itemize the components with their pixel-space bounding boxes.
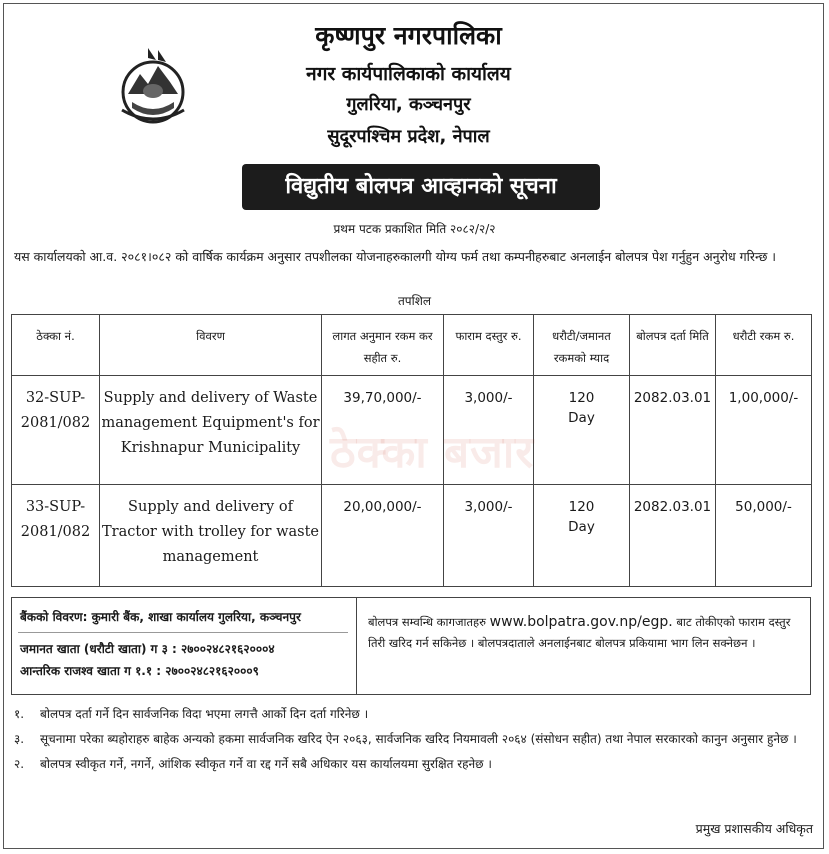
cell-contract: 32-SUP-2081/082	[12, 376, 100, 484]
header-description: विवरण	[100, 315, 322, 376]
cell-validity: 120 Day	[534, 376, 630, 484]
municipality-title: कृष्णपुर नगरपालिका	[315, 21, 502, 50]
cell-fee: 3,000/-	[444, 484, 534, 586]
condition-text: बोलपत्र दर्ता गर्ने दिन सार्वजनिक विदा भएमा लगत्तै आर्को दिन दर्ता गरिनेछ ।	[40, 707, 369, 721]
cell-deposit: 1,00,000/-	[716, 376, 812, 484]
cell-validity: 120 Day	[534, 484, 630, 586]
header-contract-no: ठेक्का नं.	[12, 315, 100, 376]
published-date: प्रथम पटक प्रकाशित मिति २०८२/२/२	[333, 222, 496, 236]
province-name: सुदूरपश्चिम प्रदेश, नेपाल	[327, 126, 490, 147]
bolpatra-link[interactable]: www.bolpatra.gov.np/egp.	[489, 614, 673, 630]
condition-text: बोलपत्र स्वीकृत गर्ने, नगर्ने, आंशिक स्वीकृत गर्ने वा रद्द गर्ने सबै अधिकार यस कार्यालयमा सुरक्षित रहनेछ ।	[40, 757, 492, 771]
doc-text-after: बाट तोकीएको फाराम दस्तुर तिरी खरिद गर्न सकिनेछ । बोलपत्रदाताले अनलाईनबाट बोलपत्र प्रकियामा भाग लिन सक्नेछन ।	[368, 615, 791, 650]
bank-details	[12, 598, 357, 694]
revenue-account: आन्तरिक राजश्व खाता ग १.१ : २७००२४८२१६२०००९	[20, 664, 259, 678]
header-estimated-cost: लागत अनुमान रकम कर सहीत रु.	[322, 315, 444, 376]
notice-heading: विद्युतीय बोलपत्र आव्हानको सूचना	[242, 164, 600, 210]
condition-number: २.	[14, 757, 25, 771]
cell-cost: 39,70,000/-	[322, 376, 444, 484]
list-item	[14, 729, 814, 750]
cell-fee: 3,000/-	[444, 376, 534, 484]
header-deposit: धरौटी रकम रु.	[716, 315, 812, 376]
list-item	[14, 704, 814, 725]
cell-description: Supply and delivery of Waste management Equipment's for Krishnapur Municipality	[100, 376, 322, 484]
cell-description: Supply and delivery of Tractor with trolley for waste management	[100, 484, 322, 586]
header-registration-date: बोलपत्र दर्ता मिति	[630, 315, 716, 376]
list-item	[14, 754, 814, 775]
cell-date: 2082.03.01	[630, 376, 716, 484]
cell-date: 2082.03.01	[630, 484, 716, 586]
header-form-fee: फाराम दस्तुर रु.	[444, 315, 534, 376]
intro-paragraph: यस कार्यालयको आ.व. २०८१।०८२ को वार्षिक कार्यक्रम अनुसार तपशीलका योजनाहरुकालगी योग्य फर्म तथा कम्पनीहरुबाट अनलाईन बोलपत्र पेश गर्नुहुन अनुरोध गरिन्छ ।	[14, 249, 777, 264]
doc-text-before: बोलपत्र सम्वन्धि कागजातहरु	[368, 615, 490, 629]
header-validity: धरौटी/जमानत रकमको म्याद	[534, 315, 630, 376]
condition-number: ३.	[14, 732, 25, 746]
cell-contract: 33-SUP-2081/082	[12, 484, 100, 586]
office-location: गुलरिया, कञ्चनपुर	[346, 94, 471, 115]
schedule-label: तपशिल	[397, 294, 432, 308]
table-row	[12, 484, 812, 586]
office-name: नगर कार्यपालिकाको कार्यालय	[306, 63, 511, 85]
cell-cost: 20,00,000/-	[322, 484, 444, 586]
deposit-account: जमानत खाता (धरौटी खाता) ग ३ : २७००२४८२१६२०००४	[20, 642, 275, 656]
table-header-row	[12, 315, 812, 376]
bank-info-box	[11, 597, 811, 695]
watermark: ठेक्का बजार	[330, 427, 535, 478]
bank-name: बैंकको विवरण: कुमारी बैंक, शाखा कार्यालय गुलरिया, कञ्चनपुर	[20, 610, 301, 624]
cell-deposit: 50,000/-	[716, 484, 812, 586]
condition-number: १.	[14, 707, 25, 721]
conditions-list	[14, 704, 814, 779]
document-purchase-info	[368, 612, 798, 654]
divider	[18, 632, 348, 633]
signatory-title: प्रमुख प्रशासकीय अधिकृत	[695, 821, 813, 836]
condition-text: सूचनामा परेका ब्यहोराहरु बाहेक अन्यको हकमा सार्वजनिक खरिद ऐन २०६३, सार्वजनिक खरिद नियमावली २०६४ (संसोधन सहीत) तथा नेपाल सरकारको कानुन अनुसार हुनेछ ।	[40, 732, 797, 746]
